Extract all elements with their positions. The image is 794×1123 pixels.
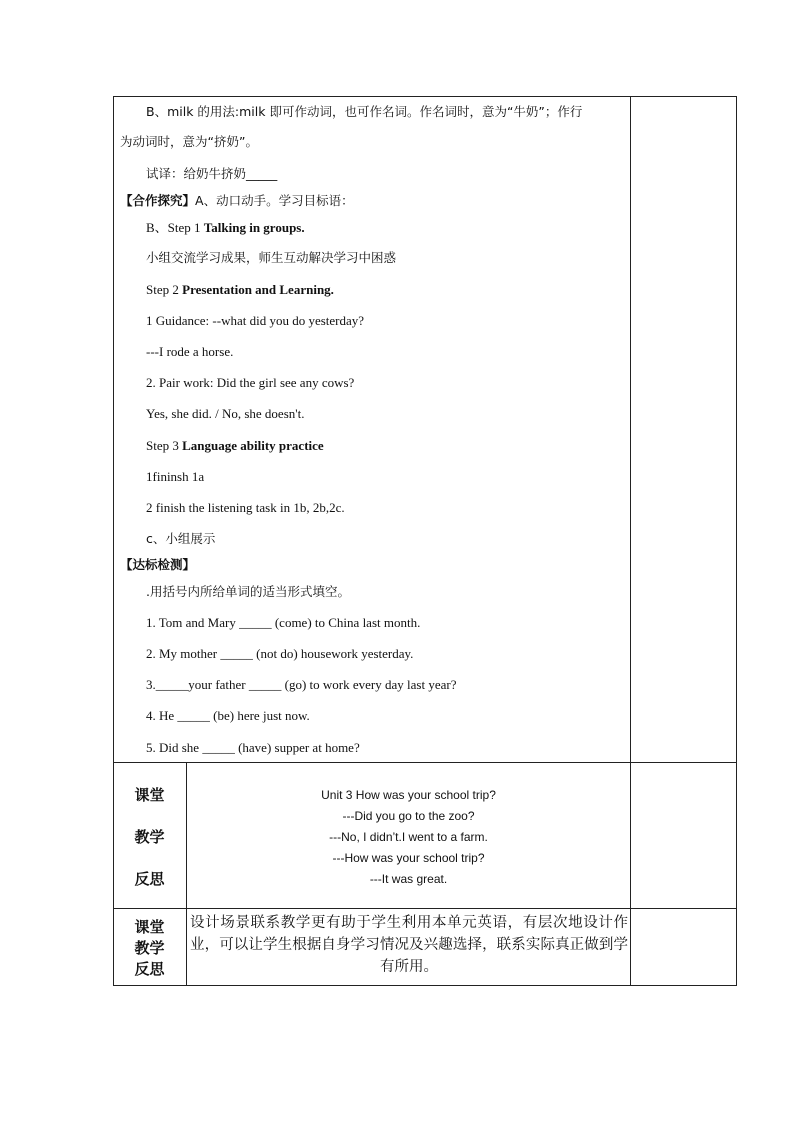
board-line-2: ---Did you go to the zoo? [342,809,475,823]
border-row-1 [113,762,737,763]
step2-title: Presentation and Learning. [182,282,334,297]
board-line-4: ---How was your school trip? [332,851,485,865]
step3-title: Language ability practice [182,438,324,453]
board-line-5: ---It was great. [369,872,448,886]
row2-label-1: 课堂 [134,786,165,804]
group-show: c、小组展示 [146,531,216,546]
step1-line [146,220,305,236]
step2-prefix: Step 2 [146,282,183,297]
border-right [736,96,737,986]
border-row-2 [113,908,737,909]
test-instruction: .用括号内所给单词的适当形式填空。 [146,584,350,599]
step3-line [146,438,324,454]
row3-label-1: 课堂 [134,918,165,936]
question-2: 2. My mother _____ (not do) housework yesterday. [146,646,414,661]
reflection-text: 设计场景联系教学更有助于学生利用本单元英语，有层次地设计作业，可以让学生根据自身学习情况及兴趣选择，联系实际真正做到学有所用。 [190,915,628,975]
finish-1a: 1fininsh 1a [146,469,205,484]
test-heading [120,557,195,573]
guidance-question: 1 Guidance: --what did you do yesterday? [146,313,365,328]
cooperation-heading-line [120,193,354,209]
milk-usage-line-2: 为动词时，意为“挤奶”。 [120,134,258,149]
cooperation-heading: 【合作探究】 [120,193,196,208]
border-bottom [113,985,737,986]
board-line-1: Unit 3 How was your school trip? [321,788,496,802]
translation-exercise: 试译：给奶牛挤奶_____ [146,166,278,181]
step1-title: Talking in groups. [203,220,305,235]
pair-work-answer: Yes, she did. / No, she doesn't. [146,406,305,421]
question-3: 3._____your father _____ (go) to work every day last year? [146,677,457,692]
cooperation-a: A、动口动手。学习目标语： [195,193,354,208]
guidance-answer: ---I rode a horse. [146,344,234,359]
milk-usage-line-1: B、milk 的用法:milk 即可作动词，也可作名词。作名词时，意为“牛奶”；作行 [146,104,583,119]
board-line-3: ---No, I didn’t.I went to a farm. [329,830,488,844]
row3-label-2: 教学 [134,939,165,957]
row2-label-2: 教学 [134,828,165,846]
question-5: 5. Did she _____ (have) supper at home? [146,740,360,755]
border-top [113,96,737,97]
group-exchange: 小组交流学习成果，师生互动解决学习中困惑 [146,250,397,265]
test-heading-text: 【达标检测】 [120,557,196,572]
question-1: 1. Tom and Mary _____ (come) to China last month. [146,615,421,630]
finish-listening: 2 finish the listening task in 1b, 2b,2c. [146,500,345,515]
pair-work-question: 2. Pair work: Did the girl see any cows? [146,375,355,390]
row2-label-3: 反思 [134,870,165,888]
question-4: 4. He _____ (be) here just now. [146,708,310,723]
step2-line [146,282,334,298]
step3-prefix: Step 3 [146,438,183,453]
border-left [113,96,114,986]
step1-prefix: B、Step 1 [146,220,204,235]
row3-label-3: 反思 [134,960,165,978]
border-col-right [630,96,631,986]
